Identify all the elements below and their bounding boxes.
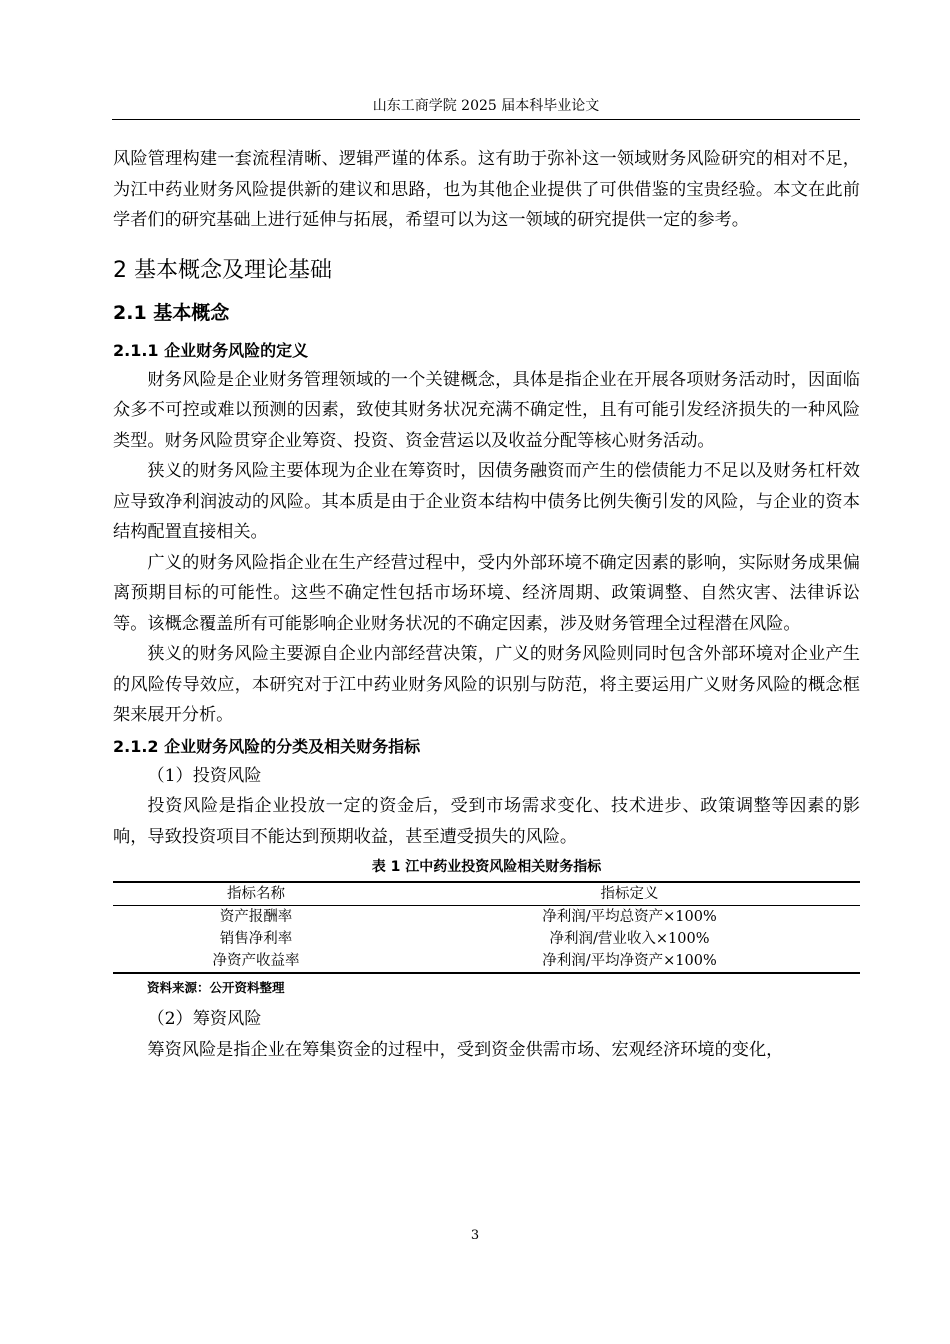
table-caption: 表 1 江中药业投资风险相关财务指标 bbox=[371, 859, 602, 875]
table-row bbox=[113, 928, 860, 950]
paragraph-intro-continuation: 风险管理构建一套流程清晰、逻辑严谨的体系。这有助于弥补这一领域财务风险研究的相对不足，为江中药业财务风险提供新的建议和思路，也为其他企业提供了可供借鉴的宝贵经验。本文在此前学者们的研究基础上进行延伸与拓展，希望可以为这一领域的研究提供一定的参考。 bbox=[113, 149, 860, 230]
paragraph-broad-risk: 广义的财务风险指企业在生产经营过程中，受内外部环境不确定因素的影响，实际财务成果偏离预期目标的可能性。这些不确定性包括市场环境、经济周期、政策调整、自然灾害、法律诉讼等。该概念覆盖所有可能影响企业财务状况的不确定因素，涉及财务管理全过程潜在风险。 bbox=[113, 552, 860, 634]
table-cell-definition: 净利润/平均净资产×100% bbox=[399, 950, 860, 973]
table-row bbox=[113, 906, 860, 929]
table-header-row bbox=[113, 882, 860, 906]
page-number: 3 bbox=[470, 1228, 480, 1243]
section-heading: 2.1 基本概念 bbox=[113, 301, 230, 324]
table-source-note: 资料来源：公开资料整理 bbox=[147, 980, 285, 995]
list-item-investment-risk: （1）投资风险 bbox=[147, 765, 262, 786]
paragraph-framework: 狭义的财务风险主要源自企业内部经营决策，广义的财务风险则同时包含外部环境对企业产生的风险传导效应，本研究对于江中药业财务风险的识别与防范，将主要运用广义财务风险的概念框架来展开分析。 bbox=[113, 644, 860, 725]
indicator-table bbox=[113, 881, 860, 974]
page-content bbox=[113, 144, 860, 1065]
table-header-indicator-definition: 指标定义 bbox=[399, 882, 860, 906]
subsection-heading-classification: 2.1.2 企业财务风险的分类及相关财务指标 bbox=[113, 736, 421, 756]
table-cell-definition: 净利润/营业收入×100% bbox=[549, 931, 710, 947]
paragraph-investment-risk: 投资风险是指企业投放一定的资金后，受到市场需求变化、技术进步、政策调整等因素的影响，导致投资项目不能达到预期收益，甚至遭受损失的风险。 bbox=[113, 796, 860, 847]
table-cell-definition: 净利润/平均总资产×100% bbox=[542, 909, 717, 925]
list-item-financing-risk: （2）筹资风险 bbox=[147, 1009, 262, 1029]
table-cell-name: 销售净利率 bbox=[219, 931, 293, 947]
paragraph-definition: 财务风险是企业财务管理领域的一个关键概念，具体是指企业在开展各项财务活动时，因面临众多不可控或难以预测的因素，致使其财务状况充满不确定性，且有可能引发经济损失的一种风险类型。财务风险贯穿企业筹资、投资、资金营运以及收益分配等核心财务活动。 bbox=[113, 369, 860, 451]
running-header: 山东工商学院 2025 届本科毕业论文 bbox=[112, 96, 860, 120]
table-header-indicator-name: 指标名称 bbox=[113, 882, 399, 906]
paragraph-narrow-risk: 狭义的财务风险主要体现为企业在筹资时，因债务融资而产生的偿债能力不足以及财务杠杆效应导致净利润波动的风险。其本质是由于企业资本结构中债务比例失衡引发的风险，与企业的资本结构配置直接相关。 bbox=[113, 461, 860, 542]
subsection-heading-definition: 2.1.1 企业财务风险的定义 bbox=[113, 340, 309, 360]
table-cell-name: 净资产收益率 bbox=[113, 950, 399, 973]
chapter-heading: 2 基本概念及理论基础 bbox=[113, 257, 332, 283]
table-row bbox=[113, 950, 860, 973]
paragraph-financing-risk: 筹资风险是指企业在筹集资金的过程中，受到资金供需市场、宏观经济环境的变化， bbox=[147, 1039, 784, 1060]
table-cell-name: 资产报酬率 bbox=[219, 909, 293, 925]
